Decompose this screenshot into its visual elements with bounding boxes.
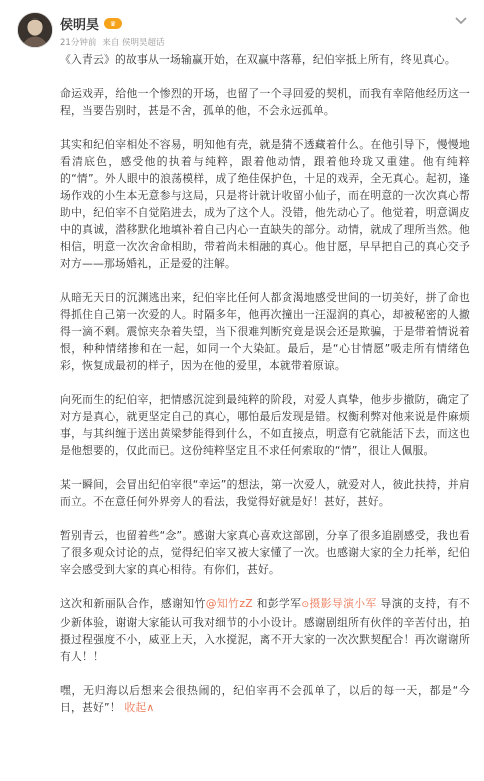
- thanks-text-3: 导演的支持，有不少新体验，谢谢大家能认可我对细节的小小设计。感谢剧组所有伙伴的辛苦付出，拍摄过程强度不小，威亚上天，入水搅泥，离不开大家的一次次默契配合！再次谢谢所有人！！: [60, 597, 470, 663]
- avatar[interactable]: [17, 12, 53, 48]
- paragraph-closing: [60, 682, 470, 716]
- paragraph-3: 其实和纪伯宰相处不容易，明知他有壳，就是猜不透藏着什么。在他引导下，慢慢地看清底色，感受他的执着与纯粹，跟着他动情，跟着他玲珑又重建。他有纯粹的“情”。外人眼中的浪荡模样，成了绝佳保护色，十足的戏弄，全无真心。起初，逢场作戏的小生本无意参与这局，只是将计就计收留小仙子，而在明意的一次次真心帮助中，纪伯宰不自觉陷进去，成为了这个人。没错，他先动心了。他觉着，明意调皮中的真诚，潜移默化地填补着自己内心一直缺失的部分。动情，就成了理所当然。他相信，明意一次次舍命相助，带着尚未相融的真心。他甘愿，早早把自己的真心交予对方——那场婚礼，正是爱的注解。: [60, 138, 470, 270]
- thanks-text-2: 和彭学军: [252, 597, 302, 610]
- thanks-text-1: 这次和新丽队合作，感谢知竹: [60, 597, 206, 610]
- paragraph-thanks: [60, 595, 470, 665]
- collapse-label: 收起: [124, 701, 147, 714]
- paragraph-7: 暂别青云，也留着些“念”。感谢大家真心喜欢这部剧，分享了很多追剧感受，我也看了很多观众讨论的点，觉得纪伯宰又被大家懂了一次。也感谢大家的全力托举，纪伯宰会感受到大家的真心相待。有你们，甚好。: [60, 529, 470, 576]
- paragraph-1: 《入青云》的故事从一场输赢开始，在双赢中落幕，纪伯宰抵上所有，终见真心。: [60, 53, 456, 66]
- more-options-button[interactable]: [452, 12, 470, 30]
- source-prefix: 来自: [102, 38, 120, 48]
- author-name[interactable]: 侯明昊: [60, 18, 100, 33]
- paragraph-6: 某一瞬间，会冒出纪伯宰很“幸运”的想法，第一次爱人，就爱对人，彼此扶持，并肩而立。不在意任何外界旁人的看法，我觉得好就是好！甚好，甚好。: [60, 478, 470, 508]
- chevron-down-icon: [455, 17, 467, 25]
- mention-zhizhu[interactable]: @知竹zZ: [205, 597, 253, 610]
- post-time[interactable]: 21分钟前: [60, 38, 97, 48]
- paragraph-5: 向死而生的纪伯宰，把情感沉淀到最纯粹的阶段，对爱人真挚，他步步撤防，确定了对方是真心，就更坚定自己的真心，哪怕最后发现是错。权衡利弊对他来说是件麻烦事，与其纠缠于送出黄梁梦能得到什么，不如直接点，明意有它就能活下去，而这也是他想要的，仅此而已。这份纯粹坚定且不求任何索取的“情”，很让人佩服。: [60, 393, 470, 457]
- paragraph-4: 从暗无天日的沉渊逃出来，纪伯宰比任何人都贪渴地感受世间的一切美好，拼了命也得抓住自己第一次爱的人。时隔多年，他再次撞出一汪湿润的真心，却被秘密的人撤得一滴不剩。震惊夹杂着失望，当下很难判断究竟是误会还是欺骗，于是带着情说着恨，种种情绪掺和在一起，如同一个大染缸。最后，是“心甘情愿”吸走所有情绪色彩，恢复成最初的样子，因为在他的爱里，本就带着原谅。: [60, 291, 470, 372]
- post-meta: [60, 36, 165, 48]
- post-header: [0, 0, 484, 56]
- post-source[interactable]: 侯明昊超话: [122, 38, 165, 48]
- collapse-up-icon: ∧: [146, 701, 155, 714]
- post-content: [60, 51, 470, 733]
- avatar-image: [18, 13, 52, 47]
- author-row: [60, 14, 122, 33]
- camera-icon: ⊙: [301, 600, 310, 610]
- collapse-button[interactable]: [124, 701, 154, 714]
- mention-photographer[interactable]: 摄影导演小军: [309, 597, 377, 610]
- paragraph-2: 命运戏弄，给他一个惨烈的开场，也留了一个寻回爱的契机，而我有幸陪他经历这一程，当要告别时，甚是不舍，孤单的他，不会永远孤单。: [60, 87, 470, 117]
- vip-badge-icon: ♛: [104, 18, 122, 29]
- closing-text: 嘿，无归海以后想来会很热闹的，纪伯宰再不会孤单了，以后的每一天，都是“今日，甚好”！: [60, 684, 470, 714]
